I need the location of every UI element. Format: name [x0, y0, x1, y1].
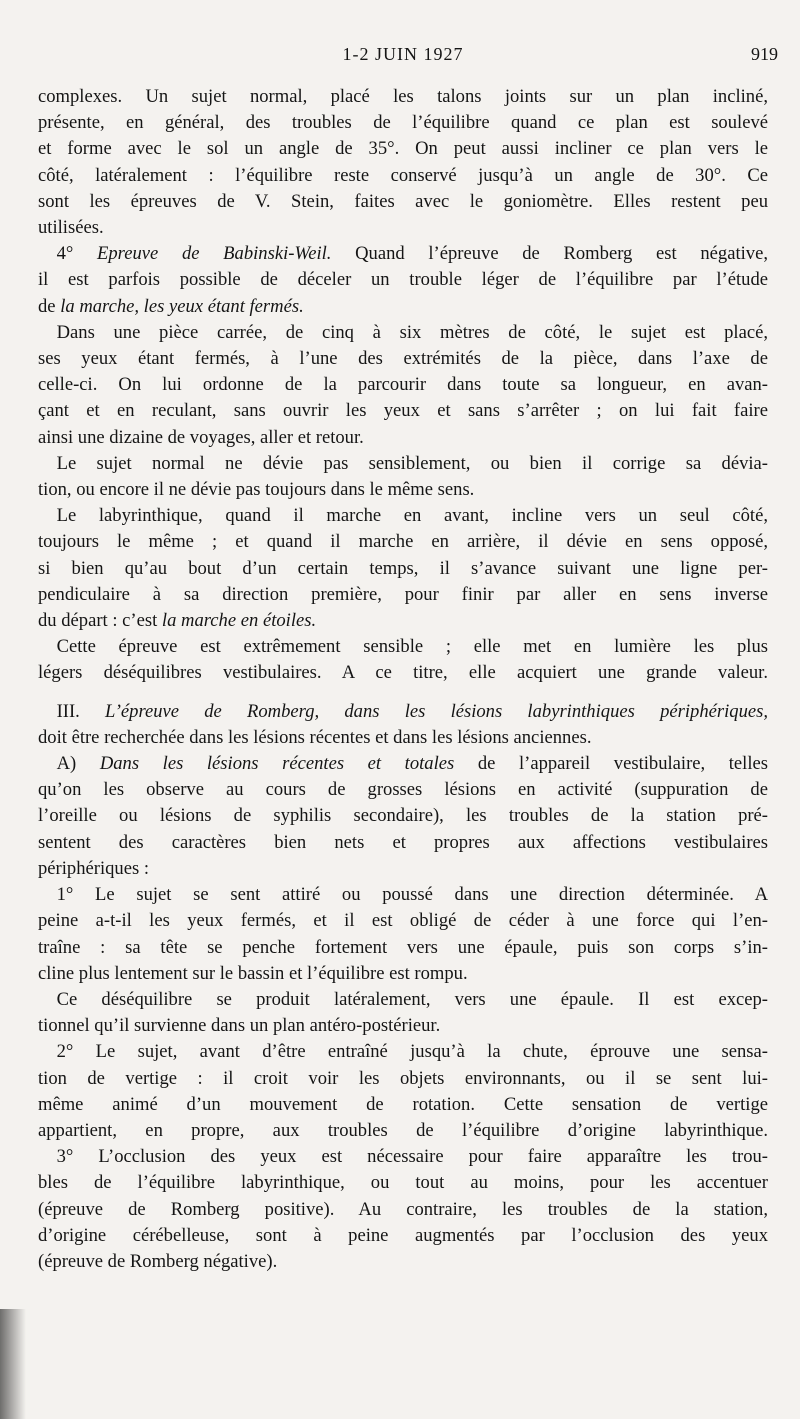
text-line — [38, 699, 768, 725]
text-line: doit être recherchée dans les lésions récentes et dans les lésions anciennes. — [38, 726, 592, 748]
paragraph-procedure — [38, 320, 768, 451]
section-title: Epreuve de Babinski-Weil. — [97, 243, 332, 265]
text-line: utilisées. — [38, 217, 104, 239]
text-line: présente, en général, des troubles de l’équilibre quand ce plan est soulevé — [38, 112, 768, 134]
text-line: 3° L’occlusion des yeux est nécessaire pour faire apparaître les trou- — [56, 1146, 768, 1168]
text-line: de la marche, les yeux étant fermés. — [38, 295, 304, 317]
text-line: complexes. Un sujet normal, placé les talons joints sur un plan incliné, — [38, 86, 768, 107]
text-line: ses yeux étant fermés, à l’une des extrémités de la pièce, dans l’axe de — [38, 348, 768, 370]
paragraph-labyrinthine — [38, 503, 768, 634]
text-line: Dans une pièce carrée, de cinq à six mètres de côté, le sujet est placé, — [56, 321, 768, 343]
text-line: sont les épreuves de V. Stein, faites avec le goniomètre. Elles restent peu — [38, 190, 768, 212]
paragraph-stein-tests — [38, 84, 768, 241]
text-line: traîne : sa tête se penche fortement vers une épaule, puis son corps s’in- — [38, 936, 768, 958]
text-line: si bien qu’au bout d’un certain temps, il s’avance suivant une ligne per- — [38, 557, 768, 579]
running-header — [38, 44, 778, 84]
text-line: peine a-t-il les yeux fermés, et il est obligé de céder à une force qui l’en- — [38, 910, 768, 932]
paragraph-babinski-weil — [38, 241, 768, 320]
subsection-letter: A) — [56, 753, 100, 775]
text-line: ainsi une dizaine de voyages, aller et retour. — [38, 426, 364, 448]
text-line: Le sujet normal ne dévie pas sensiblement, ou bien il corrige sa dévia- — [56, 452, 768, 474]
paragraph-section-III — [38, 699, 768, 751]
text-line: (épreuve de Romberg négative). — [38, 1250, 278, 1272]
text-line: côté, latéralement : l’équilibre reste conservé jusqu’à un angle de 30°. Ce — [38, 164, 768, 186]
text-line: 4° Epreuve de Babinski-Weil. Quand l’épreuve de Romberg est négative, — [56, 243, 768, 265]
text-line: appartient, en propre, aux troubles de l’équilibre d’origine labyrinthique. — [38, 1119, 768, 1141]
text-line: d’origine cérébelleuse, sont à peine augmentés par l’occlusion des yeux — [38, 1224, 768, 1246]
text-line: Cette épreuve est extrêmement sensible ; elle met en lumière les plus — [56, 636, 768, 658]
item-number: 4° — [56, 243, 74, 265]
text-line: toujours le même ; et quand il marche en arrière, il dévie en sens opposé, — [38, 531, 768, 553]
header-date: 1-2 JUIN 1927 — [342, 44, 464, 64]
text-line: sentent des caractères bien nets et propres aux affections vestibulaires — [38, 831, 768, 853]
subsection-title: Dans les lésions récentes et totales — [99, 753, 455, 775]
text-line: qu’on les observe au cours de grosses lésions en activité (suppuration de — [38, 779, 768, 801]
text-line: Ce déséquilibre se produit latéralement, vers une épaule. Il est excep- — [56, 988, 768, 1010]
text-line: légers déséquilibres vestibulaires. A ce titre, elle acquiert une grande valeur. — [38, 662, 768, 684]
page-number: 919 — [751, 44, 778, 64]
section-title: L’épreuve de Romberg, dans les lésions labyrinthiques périphériques, — [105, 700, 768, 722]
text-line: 1° Le sujet se sent attiré ou poussé dans une direction déterminée. A — [56, 884, 768, 906]
text-line: Le labyrinthique, quand il marche en avant, incline vers un seul côté, — [56, 505, 768, 527]
section-gap — [38, 687, 768, 699]
paragraph-sensitivity — [38, 634, 768, 686]
paragraph-point-3 — [38, 1144, 768, 1275]
scan-edge-shadow — [0, 1309, 26, 1419]
text-line: celle-ci. On lui ordonne de la parcourir dans toute sa longueur, en avan- — [38, 374, 768, 396]
text-line: tion de vertige : il croit voir les objets environnants, ou il se sent lui- — [38, 1067, 768, 1089]
text-line: 2° Le sujet, avant d’être entraîné jusqu’à la chute, éprouve une sensa- — [56, 1041, 768, 1063]
paragraph-lateral — [38, 987, 768, 1039]
section-number: III. — [56, 700, 106, 722]
text-line: périphériques : — [38, 857, 150, 879]
text-line: il est parfois possible de déceler un trouble léger de l’équilibre par l’étude — [38, 269, 768, 291]
text-line: bles de l’équilibre labyrinthique, ou tout au moins, pour les accentuer — [38, 1172, 768, 1194]
text-line: çant et en reculant, sans ouvrir les yeux et sans s’arrêter ; on lui fait faire — [38, 400, 768, 422]
text-line: tionnel qu’il survienne dans un plan antéro-postérieur. — [38, 1015, 441, 1037]
text-line: même animé d’un mouvement de rotation. Cette sensation de vertige — [38, 1093, 768, 1115]
text-line: tion, ou encore il ne dévie pas toujours dans le même sens. — [38, 479, 475, 501]
paragraph-point-2 — [38, 1039, 768, 1144]
text-line: A) Dans les lésions récentes et totales de l’appareil vestibulaire, telles — [56, 753, 768, 775]
paragraph-normal-subject — [38, 451, 768, 503]
paragraph-recent-lesions — [38, 751, 768, 882]
text-line: pendiculaire à sa direction première, pour finir par aller en sens inverse — [38, 583, 768, 605]
text-line: et forme avec le sol un angle de 35°. On peut aussi incliner ce plan vers le — [38, 138, 768, 160]
text-line: (épreuve de Romberg positive). Au contraire, les troubles de la station, — [38, 1198, 768, 1220]
paragraph-point-1 — [38, 882, 768, 987]
text-line: du départ : c’est la marche en étoiles. — [38, 610, 317, 632]
text-line: cline plus lentement sur le bassin et l’équilibre est rompu. — [38, 962, 468, 984]
document-page — [38, 44, 778, 1275]
text-line: l’oreille ou lésions de syphilis secondaire), les troubles de la station pré- — [38, 805, 768, 827]
